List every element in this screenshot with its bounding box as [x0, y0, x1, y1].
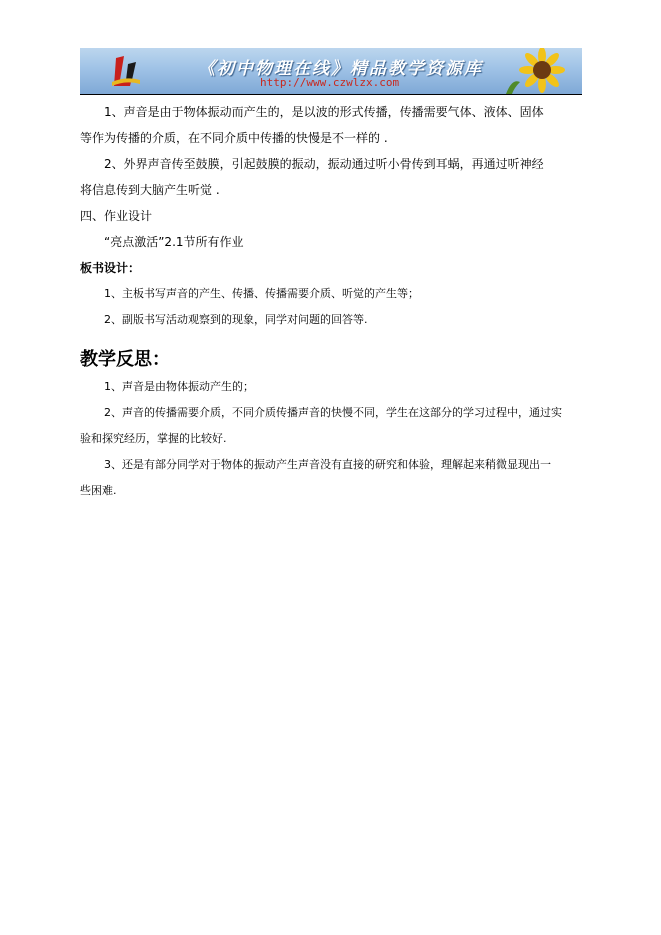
reflection-item-3-line-2: 些困难.: [80, 484, 117, 497]
banner-title: 《初中物理在线》精品教学资源库: [198, 59, 483, 79]
reflection-title: 教学反思：: [80, 349, 170, 370]
section-heading-homework: 四、作业设计: [80, 209, 153, 223]
board-item-1: 1、主板书写声音的产生、传播、传播需要介质、听觉的产生等；: [104, 287, 419, 300]
paragraph-2-line-2: 将信息传到大脑产生听觉 .: [80, 183, 220, 197]
banner-url: http://www.czwlzx.com: [260, 76, 400, 89]
homework-text: “亮点激活”2.1节所有作业: [104, 235, 244, 249]
logo-icon: [110, 54, 142, 88]
sunflower-icon: [498, 48, 578, 94]
reflection-item-1: 1、声音是由物体振动产生的；: [104, 380, 254, 393]
header-banner: [80, 48, 582, 94]
reflection-item-2-line-2: 验和探究经历，掌握的比较好.: [80, 432, 227, 445]
paragraph-2-line-1: 2、外界声音传至鼓膜，引起鼓膜的振动，振动通过听小骨传到耳蜗，再通过听神经: [104, 157, 544, 171]
reflection-item-3-line-1: 3、还是有部分同学对于物体的振动产生声音没有直接的研究和体验，理解起来稍微显现出一: [104, 458, 551, 471]
header-rule: [80, 94, 582, 95]
paragraph-1-line-2: 等作为传播的介质，在不同介质中传播的快慢是不一样的 .: [80, 131, 388, 145]
reflection-item-2-line-1: 2、声音的传播需要介质，不同介质传播声音的快慢不同，学生在这部分的学习过程中，通过实: [104, 406, 562, 419]
board-item-2: 2、副版书写活动观察到的现象，同学对问题的回答等.: [104, 313, 368, 326]
board-design-title: 板书设计：: [80, 261, 141, 275]
paragraph-1-line-1: 1、声音是由于物体振动而产生的，是以波的形式传播，传播需要气体、液体、固体: [104, 105, 544, 119]
